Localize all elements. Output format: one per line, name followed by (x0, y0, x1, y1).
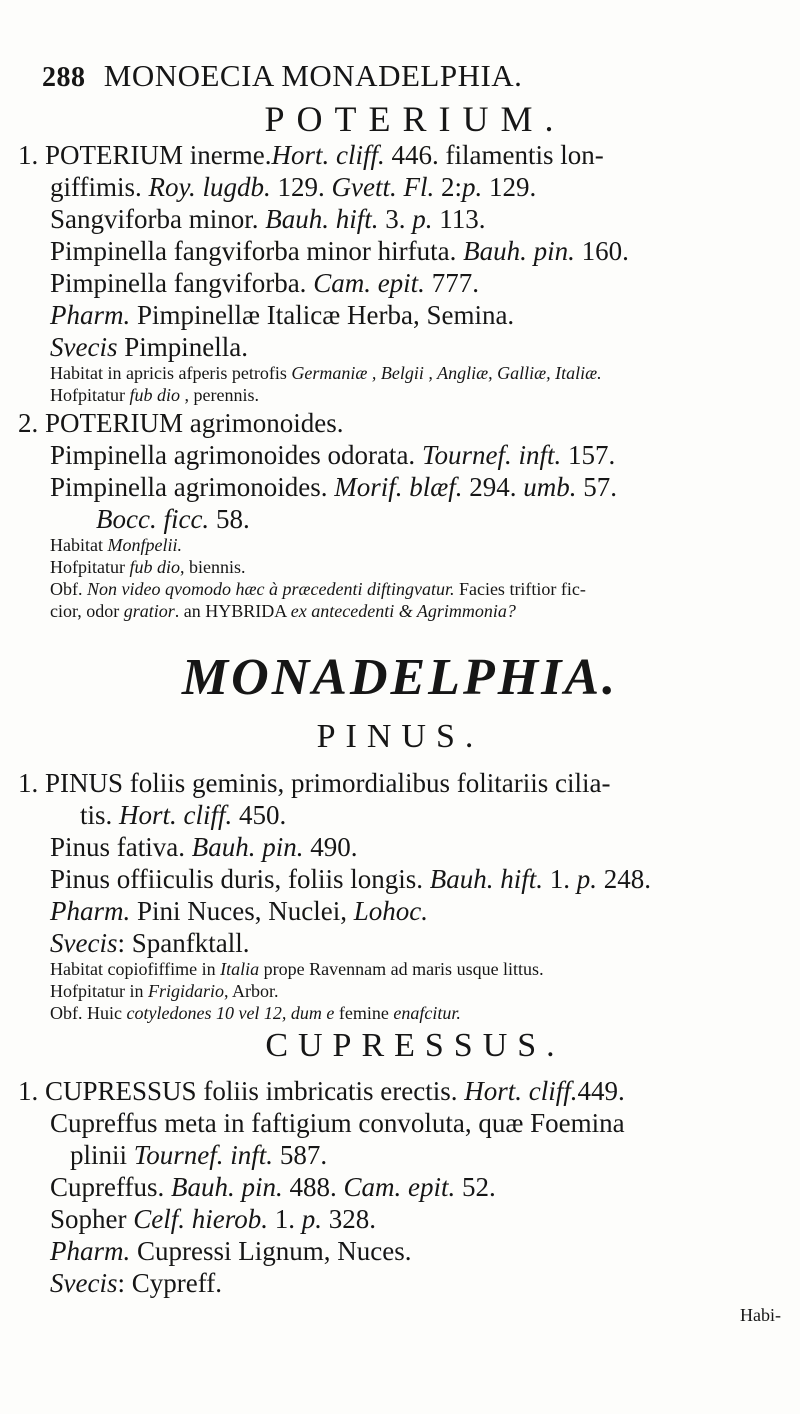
text-segment: umb. (523, 472, 577, 502)
text-segment: 2: (434, 172, 462, 202)
text-segment: Pimpinella agrimonoides odorata. (50, 440, 422, 470)
text-segment: prope Ravennam ad maris usque littus. (259, 959, 544, 979)
text-segment: Tournef. inft. (133, 1140, 274, 1170)
text-line (50, 1174, 496, 1201)
text-line (50, 930, 249, 957)
text-line (50, 386, 259, 404)
text-segment: Pinus offiiculis duris, foliis longis. (50, 864, 430, 894)
text-line (50, 174, 536, 201)
text-segment: enafcitur. (393, 1003, 461, 1023)
text-segment: Habi- (740, 1305, 781, 1325)
text-segment: Frigidario (147, 981, 224, 1001)
text-segment: Pimpinella agrimonoides. (50, 472, 335, 502)
text-segment: Bocc. ficc. (96, 504, 210, 534)
text-segment: 1. PINUS foliis geminis, primordialibus folitariis cilia- (18, 768, 611, 798)
text-segment: 2. POTERIUM agrimonoides. (18, 408, 344, 438)
text-line (50, 1206, 376, 1233)
text-segment: 328. (322, 1204, 376, 1234)
text-segment: Lohoc. (353, 896, 428, 926)
text-segment: gratior (123, 601, 175, 621)
text-segment: Hofpitatur in (50, 981, 148, 1001)
text-segment: p. (576, 864, 598, 894)
text-segment: 160. (574, 236, 629, 266)
text-segment: Cupreffus meta in faftigium convoluta, quæ Foemina (50, 1108, 625, 1138)
text-line (96, 506, 250, 533)
genus-heading-pinus: PINUS. (316, 718, 484, 755)
text-segment: , biennis. (180, 557, 246, 577)
text-line (50, 602, 516, 620)
text-line (50, 580, 586, 598)
text-segment: 3. (378, 204, 413, 234)
text-segment: Hort. cliff. (119, 800, 233, 830)
text-segment: 113. (432, 204, 486, 234)
text-segment: . an HYBRIDA (174, 601, 291, 621)
text-segment: Habitat (50, 535, 108, 555)
text-segment: 1. CUPRESSUS foliis imbricatis erectis. (18, 1076, 465, 1106)
text-line (18, 410, 343, 437)
text-segment: Pharm. (50, 896, 131, 926)
text-segment: cotyledones 10 vel 12, dum e (126, 1003, 335, 1023)
text-segment: Pimpinellæ Italicæ Herba, Semina. (130, 300, 515, 330)
text-segment: fub dio (129, 385, 180, 405)
running-head (42, 58, 762, 94)
text-segment: Pimpinella. (117, 332, 248, 362)
text-line (50, 206, 485, 233)
text-segment: : Spanfktall. (117, 928, 250, 958)
text-line (70, 1142, 327, 1169)
text-segment: cior, odor (50, 601, 124, 621)
genus-heading-poterium: POTERIUM. (264, 99, 566, 139)
text-line (18, 142, 604, 169)
text-segment: plinii (70, 1140, 134, 1170)
text-segment: Svecis (50, 332, 118, 362)
text-segment: Monfpelii. (107, 535, 182, 555)
text-segment: Germaniæ , Belgii , Angliæ, Galliæ, Italiæ. (291, 363, 602, 383)
text-line (50, 238, 629, 265)
text-segment: 294. (462, 472, 524, 502)
text-segment: 488. (282, 1172, 344, 1202)
text-segment: 777. (424, 268, 479, 298)
text-segment: Pharm. (50, 300, 131, 330)
text-segment: 450. (232, 800, 287, 830)
text-segment: 129. (270, 172, 332, 202)
text-line (50, 442, 615, 469)
text-line (50, 536, 182, 554)
text-segment: Cam. epit. (313, 268, 425, 298)
text-segment: Svecis (50, 1268, 118, 1298)
text-segment: fub dio (129, 557, 180, 577)
text-segment: Pimpinella fangviforba. (50, 268, 314, 298)
text-line (50, 960, 544, 978)
text-segment: Italia (220, 959, 260, 979)
text-segment: Cam. epit. (343, 1172, 456, 1202)
text-segment: 587. (273, 1140, 328, 1170)
text-segment: 58. (209, 504, 250, 534)
text-line (50, 302, 514, 329)
genus-heading-cupressus: CUPRESSUS. (265, 1027, 565, 1064)
page-number: 288 (42, 62, 86, 93)
text-segment: , Arbor. (224, 981, 279, 1001)
text-line (18, 1078, 625, 1105)
text-segment: p. (301, 1204, 322, 1234)
text-segment: giffimis. (50, 172, 149, 202)
text-line (18, 770, 610, 797)
text-segment: 157. (561, 440, 616, 470)
text-segment: tis. (80, 800, 120, 830)
text-segment: Roy. lugdb. (148, 172, 271, 202)
text-segment: , perennis. (180, 385, 259, 405)
text-segment: Cupreffus. (50, 1172, 171, 1202)
text-line (50, 898, 428, 925)
text-segment: ex antecedenti & Agrimmonia? (290, 601, 516, 621)
text-line (50, 1270, 222, 1297)
text-line (50, 1004, 461, 1022)
text-line (50, 474, 617, 501)
text-line (50, 834, 358, 861)
text-segment: 1. (543, 864, 577, 894)
text-segment: Facies triftior fic- (454, 579, 586, 599)
text-segment: 1. POTERIUM (18, 140, 190, 170)
text-segment: Gvett. Fl. (331, 172, 435, 202)
text-segment: Obf. (50, 579, 87, 599)
text-segment: 449. (577, 1076, 625, 1106)
text-segment: Svecis (50, 928, 118, 958)
text-line (80, 802, 286, 829)
text-segment: Celf. hierob. (133, 1204, 268, 1234)
text-line (50, 982, 279, 1000)
text-segment: 57. (576, 472, 617, 502)
text-segment: Sopher (50, 1204, 134, 1234)
text-segment: inerme. (189, 140, 272, 170)
text-segment: 446. filamentis lon- (384, 140, 604, 170)
text-segment: femine (334, 1003, 394, 1023)
text-segment: Pini Nuces, Nuclei, (130, 896, 354, 926)
text-segment: Hofpitatur (50, 385, 130, 405)
text-line (50, 270, 479, 297)
text-segment: Tournef. inft. (421, 440, 562, 470)
text-segment: Obf. Huic (50, 1003, 127, 1023)
text-line (50, 1238, 411, 1265)
text-line (50, 866, 651, 893)
text-line (50, 1110, 625, 1137)
text-segment: 1. (268, 1204, 302, 1234)
text-segment: Pimpinella fangviforba minor hirfuta. (50, 236, 464, 266)
section-heading-monadelphia: MONADELPHIA. (181, 649, 619, 706)
text-segment: 129. (482, 172, 537, 202)
text-line (50, 558, 246, 576)
text-segment: p. (412, 204, 433, 234)
text-segment: Hort. cliff. (271, 140, 385, 170)
running-head-title: MONOECIA MONADELPHIA. (103, 58, 523, 93)
text-line (50, 364, 602, 382)
text-segment: Bauh. hift. (429, 864, 544, 894)
text-segment: Sangviforba minor. (50, 204, 266, 234)
text-line (50, 334, 248, 361)
text-segment: Habitat in apricis afperis petrofis (50, 363, 292, 383)
text-segment: Hort. cliff. (464, 1076, 578, 1106)
text-segment: Morif. blæf. (334, 472, 463, 502)
text-segment: Non video qvomodo hæc à præcedenti diftingvatur. (87, 579, 455, 599)
text-segment: Bauh. hift. (265, 204, 379, 234)
text-segment: p. (462, 172, 483, 202)
text-segment: 248. (597, 864, 652, 894)
text-segment: Cupressi Lignum, Nuces. (130, 1236, 412, 1266)
text-segment: 52. (455, 1172, 496, 1202)
text-segment: 490. (303, 832, 358, 862)
text-segment: Bauh. pin. (463, 236, 575, 266)
text-segment: Hofpitatur (50, 557, 130, 577)
text-segment: : Cypreff. (117, 1268, 222, 1298)
text-segment: Bauh. pin. (191, 832, 304, 862)
text-line (740, 1306, 781, 1324)
text-segment: Bauh. pin. (171, 1172, 283, 1202)
text-segment: Habitat copiofiffime in (50, 959, 221, 979)
text-segment: Pinus fativa. (50, 832, 192, 862)
text-segment: Pharm. (50, 1236, 131, 1266)
